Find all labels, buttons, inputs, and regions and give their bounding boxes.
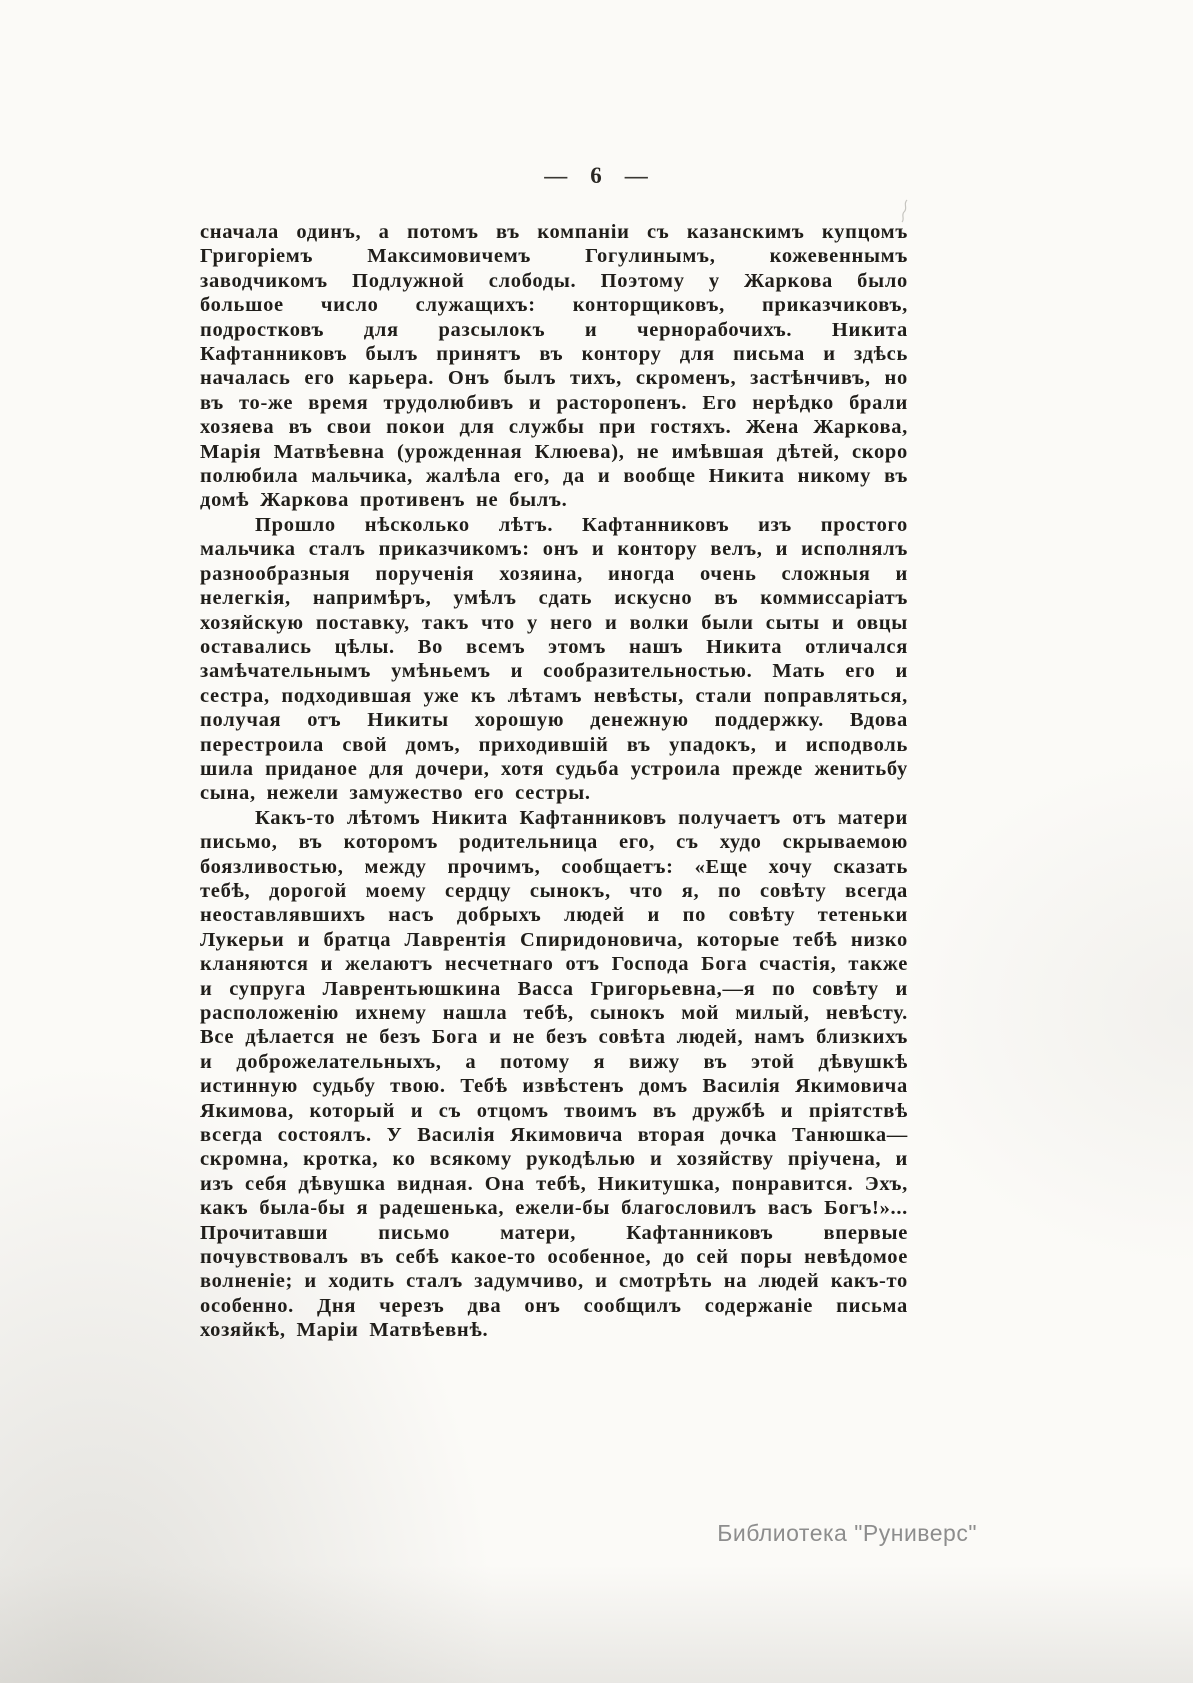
page-number-dash-right: —: [624, 163, 649, 188]
paragraph: сначала одинъ, а потомъ въ компаніи съ казанскимъ купцомъ Григоріемъ Максимовичемъ Гогулинымъ, кожевеннымъ заводчикомъ Подлужной слободы. Поэтому у Жаркова было большое число служащихъ: конторщиковъ, приказчиковъ, подростковъ для разсылокъ и чернорабочихъ. Никита Кафтанниковъ былъ принятъ въ контору для письма и здѣсь началась его карьера. Онъ былъ тихъ, скроменъ, застѣнчивъ, но въ то-же время трудолюбивъ и расторопенъ. Его нерѣдко брали хозяева въ свои покои для службы при гостяхъ. Жена Жаркова, Марія Матвѣевна (урожденная Клюева), не имѣвшая дѣтей, скоро полюбила мальчика, жалѣла его, да и вообще Никита никому въ домѣ Жаркова противенъ не былъ.: [200, 221, 908, 512]
page-number-dash-left: —: [544, 163, 569, 188]
page-number: [0, 163, 1193, 189]
paragraph: Какъ-то лѣтомъ Никита Кафтанниковъ получаетъ отъ матери письмо, въ которомъ родительница его, съ худо скрываемою боязливостью, между прочимъ, сообщаетъ: «Еще хочу сказать тебѣ, дорогой моему сердцу сынокъ, что я, по совѣту всегда неоставлявшихъ насъ добрыхъ людей и по совѣту тетеньки Лукерьи и братца Лаврентія Спиридоновича, которые тебѣ низко кланяются и желаютъ несчетнаго отъ Господа Бога счастія, также и супруга Лаврентьюшкина Васса Григорьевна,—я по совѣту и расположенію ихнему нашла тебѣ, сынокъ мой милый, невѣсту. Все дѣлается не безъ Бога и не безъ совѣта людей, намъ близкихъ и доброжелательныхъ, а потому я вижу въ этой дѣвушкѣ истинную судьбу твою. Тебѣ извѣстенъ домъ Василія Якимовича Якимова, который и съ отцомъ твоимъ въ дружбѣ и пріятствѣ всегда состоялъ. У Василія Якимовича вторая дочка Танюшка—скромна, кротка, ко всякому рукодѣлью и хозяйству пріучена, и изъ себя дѣвушка видная. Она тебѣ, Никитушка, понравится. Эхъ, какъ была-бы я радешенька, ежели-бы благословилъ васъ Богъ!»... Прочитавши письмо матери, Кафтанниковъ впервые почувствовалъ въ себѣ какое-то особенное, до сей поры невѣдомое волненіе; и ходить сталъ задумчиво, и смотрѣть на людей какъ-то особенно. Дня черезъ два онъ сообщилъ содержаніе письма хозяйкѣ, Маріи Матвѣевнѣ.: [200, 806, 908, 1342]
library-watermark: Библиотека "Руниверс": [717, 1520, 977, 1546]
page-number-value: 6: [590, 163, 603, 188]
body-text: [200, 220, 908, 1343]
paragraph: Прошло нѣсколько лѣтъ. Кафтанниковъ изъ простого мальчика сталъ приказчикомъ: онъ и контору велъ, и исполнялъ разнообразныя порученія хозяина, иногда очень сложныя и нелегкія, напримѣръ, умѣлъ сдать искусно въ коммиссаріатъ хозяйскую поставку, такъ что у него и волки были сыты и овцы оставались цѣлы. Во всемъ этомъ нашъ Никита отличался замѣчательнымъ умѣньемъ и сообразительностью. Мать его и сестра, подходившая уже къ лѣтамъ невѣсты, стали поправляться, получая отъ Никиты хорошую денежную поддержку. Вдова перестроила свой домъ, приходившій въ упадокъ, и исподволь шила приданое для дочери, хотя судьба устроила прежде женитьбу сына, нежели замужество его сестры.: [200, 513, 908, 805]
